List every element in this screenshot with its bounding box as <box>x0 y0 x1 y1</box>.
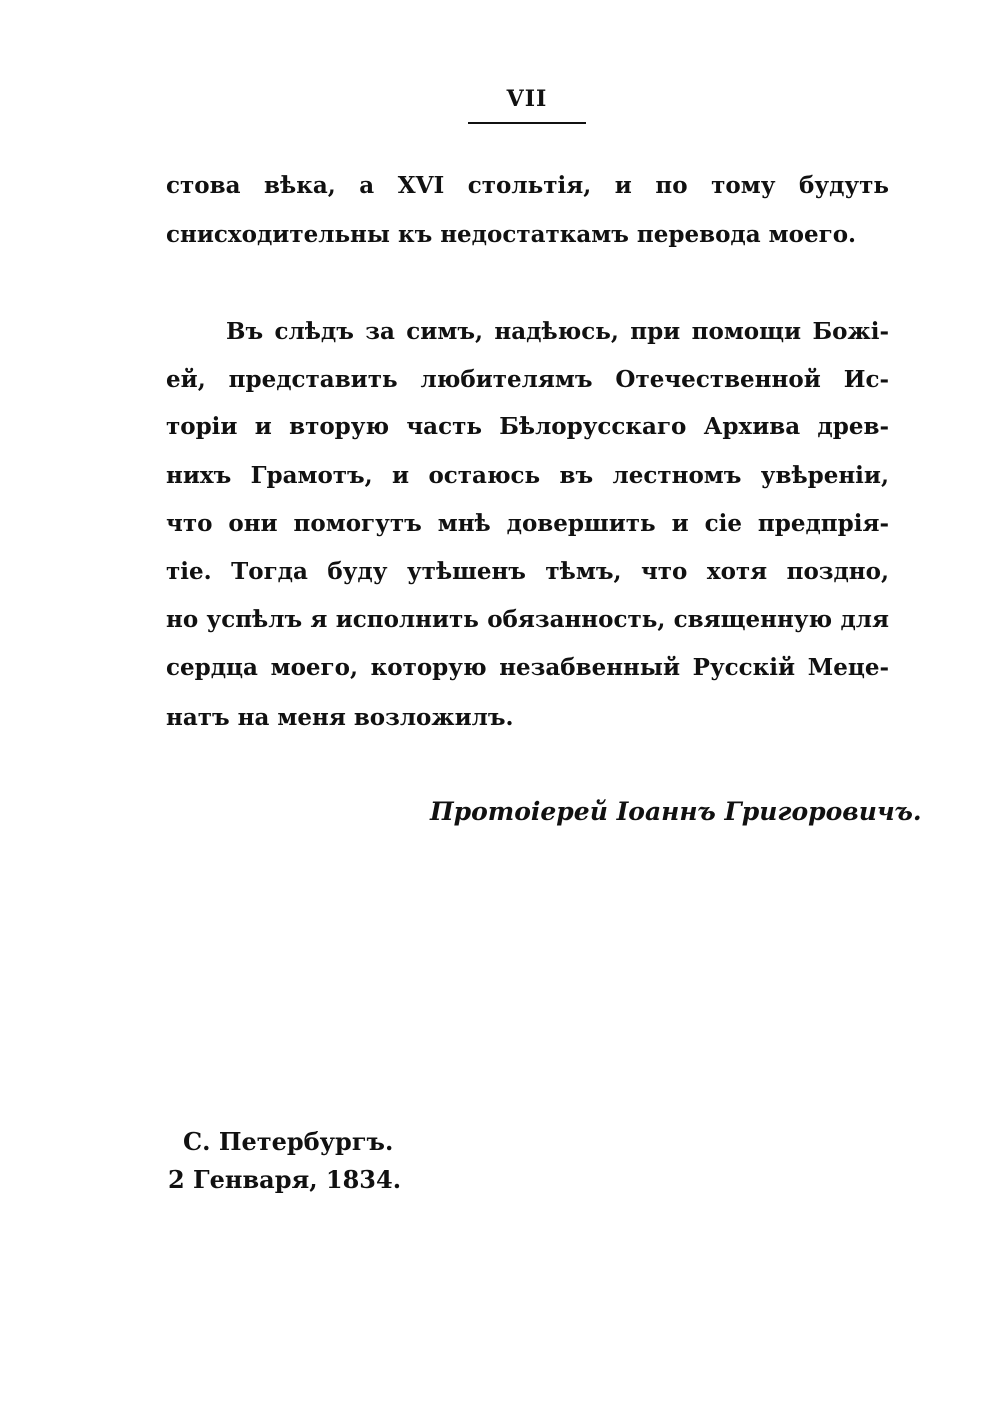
date: 2 Генваря, 1834. <box>168 1165 402 1194</box>
text-line: стова вѣка, а XVI стольтія, и по тому будуть <box>166 172 889 199</box>
text-line: тіе. Тогда буду утѣшенъ тѣмъ, что хотя поздно, <box>166 558 889 585</box>
text-line: торіи и вторую часть Бѣлорусскаго Архива древ- <box>166 413 889 440</box>
text-line: нихъ Грамотъ, и остаюсь въ лестномъ увѣреніи, <box>166 462 889 489</box>
text-line: но успѣлъ я исполнить обязанность, священную для <box>166 606 889 633</box>
text-line: Въ слѣдъ за симъ, надѣюсь, при помощи Божі- <box>226 318 889 345</box>
text-line: что они помогутъ мнѣ довершить и сіе предпрія- <box>166 510 889 537</box>
text-line: сердца моего, которую незабвенный Русскій Меце- <box>166 654 889 681</box>
place: С. Петербургъ. <box>183 1127 394 1156</box>
header-rule <box>468 122 586 124</box>
text-line: натъ на меня возложилъ. <box>166 704 514 731</box>
text-line: снисходительны къ недостаткамъ перевода моего. <box>166 221 857 248</box>
text-line: ей, представить любителямъ Отечественной Ис- <box>166 366 889 393</box>
page-number: VII <box>506 86 548 112</box>
signature: Протоіерей Іоаннъ Григоровичъ. <box>430 797 922 826</box>
